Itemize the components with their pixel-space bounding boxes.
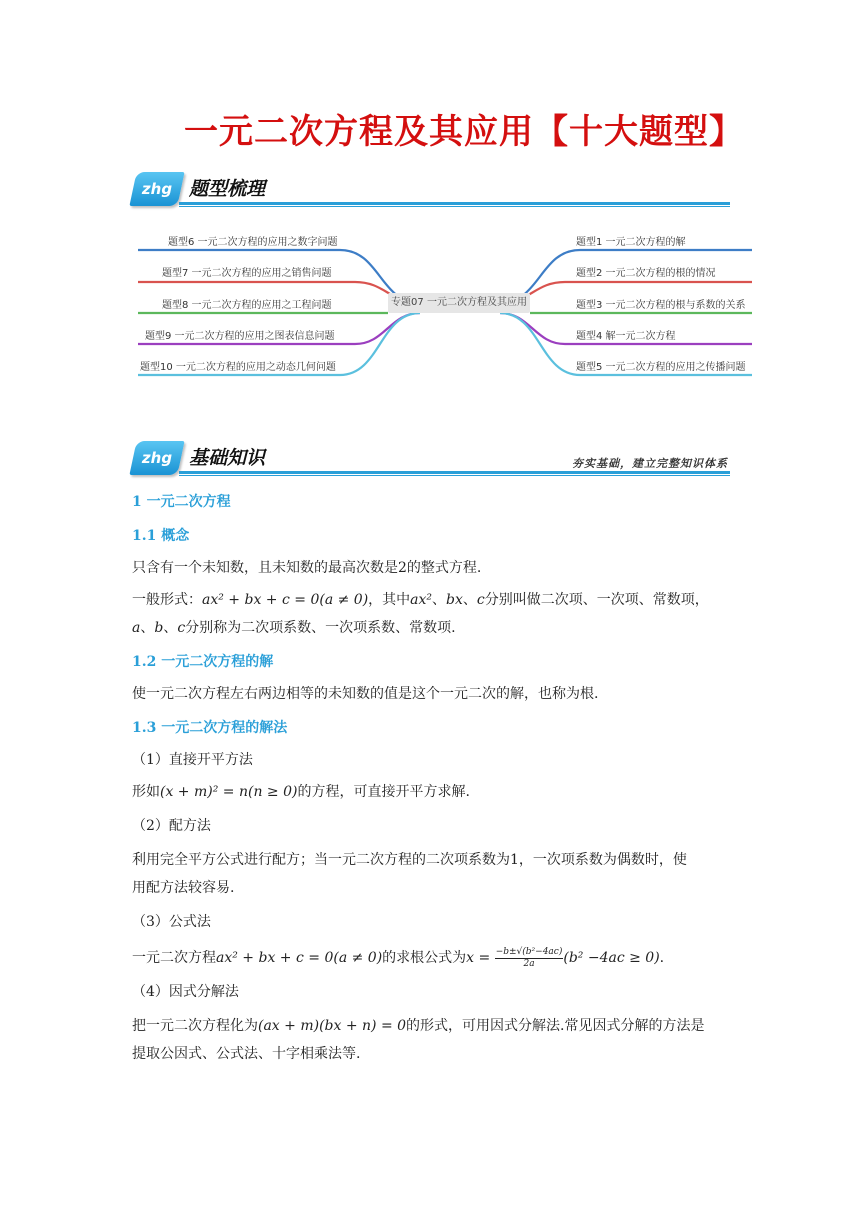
mindmap-right-item: 题型5 一元二次方程的应用之传播问题	[576, 362, 746, 373]
method-1-title: （1）直接开平方法	[132, 752, 253, 768]
section-header-basics	[133, 439, 730, 479]
method-2-text-cont: 用配方法较容易.	[132, 880, 235, 896]
paragraph-definition: 只含有一个未知数，且未知数的最高次数是2的整式方程.	[132, 560, 482, 576]
mindmap-left-item: 题型7 一元二次方程的应用之销售问题	[162, 268, 332, 279]
root-formula-fraction: $\frac{\text{−b±√(b²−4ac)}}{2a}$	[495, 946, 563, 969]
method-4-text: 把一元二次方程化为(ax + m)(bx + n) = 0的形式，可用因式分解法.常见因式分解的方法是	[132, 1018, 705, 1034]
heading-1: 1 一元二次方程	[132, 494, 231, 510]
mindmap-left-item: 题型8 一元二次方程的应用之工程问题	[162, 300, 332, 311]
method-2-title: （2）配方法	[132, 818, 211, 834]
heading-1-3: 1.3 一元二次方程的解法	[132, 720, 288, 736]
content-body	[132, 488, 744, 1068]
topic-mindmap	[130, 222, 760, 392]
mindmap-left-item: 题型9 一元二次方程的应用之图表信息问题	[145, 331, 335, 342]
mindmap-right-item: 题型2 一元二次方程的根的情况	[576, 268, 716, 279]
method-3-text: 一元二次方程ax² + bx + c = 0(a ≠ 0)的求根公式为x = $\frac{\text{−b±√(b²−4ac)}}{2a}$ (b² −4ac ≥ 0).	[132, 946, 665, 969]
zhg-badge-icon: zhg	[129, 441, 184, 475]
method-3-title: （3）公式法	[132, 914, 211, 930]
page-title: 一元二次方程及其应用【十大题型】	[184, 112, 744, 152]
paragraph-coefficients: a、b、c分别称为二次项系数、一次项系数、常数项.	[132, 620, 456, 636]
heading-1-2: 1.2 一元二次方程的解	[132, 654, 274, 670]
mindmap-center: 专题07 一元二次方程及其应用	[388, 293, 530, 313]
mindmap-left-item: 题型10 一元二次方程的应用之动态几何问题	[140, 362, 336, 373]
section-heading: 基础知识	[189, 447, 266, 469]
method-4-text-cont: 提取公因式、公式法、十字相乘法等.	[132, 1046, 361, 1062]
section-header-topics	[133, 170, 730, 210]
mindmap-right-item: 题型3 一元二次方程的根与系数的关系	[576, 300, 746, 311]
method-1-text: 形如(x + m)² = n(n ≥ 0)的方程，可直接开平方求解.	[132, 784, 470, 800]
paragraph-general-form: 一般形式：ax² + bx + c = 0(a ≠ 0)，其中ax²、bx、c分别叫做二次项、一次项、常数项，	[132, 592, 709, 608]
section-motto: 夯实基础，建立完整知识体系	[572, 457, 728, 470]
mindmap-right-item: 题型1 一元二次方程的解	[576, 237, 686, 248]
method-2-text: 利用完全平方公式进行配方；当一元二次方程的二次项系数为1，一次项系数为偶数时，使	[132, 852, 687, 868]
section-heading: 题型梳理	[189, 178, 266, 200]
method-4-title: （4）因式分解法	[132, 984, 239, 1000]
heading-1-1: 1.1 概念	[132, 528, 190, 544]
mindmap-left-item: 题型6 一元二次方程的应用之数字问题	[168, 237, 338, 248]
zhg-badge-icon: zhg	[129, 172, 184, 206]
paragraph-solution: 使一元二次方程左右两边相等的未知数的值是这个一元二次的解，也称为根.	[132, 686, 599, 702]
mindmap-right-item: 题型4 解一元二次方程	[576, 331, 676, 342]
